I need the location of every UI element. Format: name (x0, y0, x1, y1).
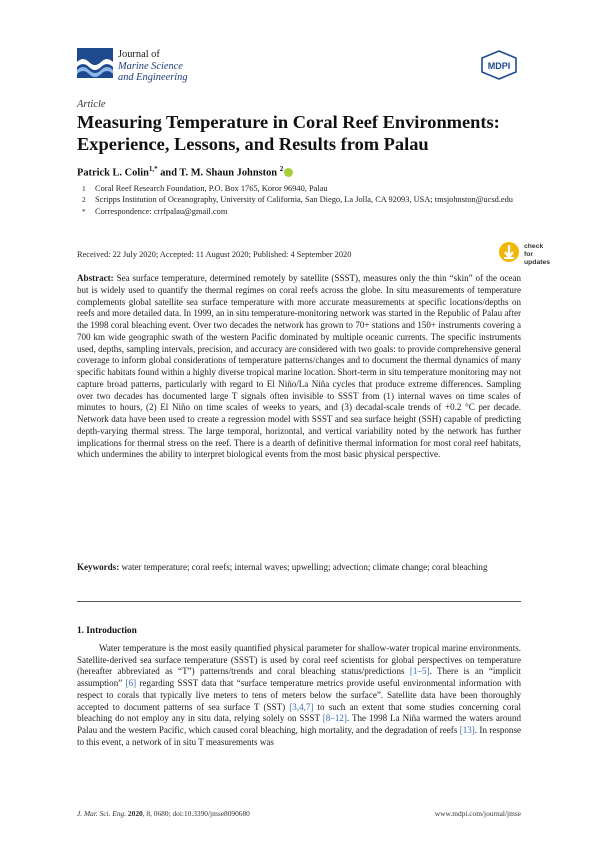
journal-name-line3: and Engineering (118, 72, 188, 84)
affiliation-text: Correspondence: crrfpalau@gmail.com (95, 206, 228, 216)
journal-name-line2: Marine Science (118, 60, 183, 72)
affiliations (77, 183, 517, 217)
check-for-updates-icon (498, 241, 520, 263)
footer-journal-abbrev: J. Mar. Sci. Eng. (77, 809, 127, 818)
divider (77, 601, 521, 602)
abstract (77, 273, 521, 461)
article-type: Article (77, 99, 106, 110)
orcid-icon[interactable] (284, 168, 293, 177)
body-text-run: regarding SSST data that “surface temperature metrics provide useful environmental information with respect to corals that typically live meters to tens of meters below the surface”. Satellite data have been thoroughly accepted to document patterns of sea surface T (SST) (77, 678, 521, 712)
author-affil-sup: 1,* (148, 165, 158, 173)
body-paragraph (77, 643, 521, 748)
citation-link[interactable]: [3,4,7] (289, 701, 314, 712)
affiliation-item (77, 206, 517, 217)
citation-link[interactable]: [6] (125, 678, 137, 689)
check-for-updates-line1: check for (524, 243, 544, 258)
publication-dates: Received: 22 July 2020; Accepted: 11 August 2020; Published: 4 September 2020 (77, 250, 352, 259)
author-name: Patrick L. Colin (77, 167, 149, 179)
citation-link[interactable]: [8–12] (322, 713, 347, 724)
footer-url[interactable]: www.mdpi.com/journal/jmse (434, 809, 521, 818)
check-for-updates-badge[interactable] (498, 241, 551, 266)
citation-link[interactable]: [1–5] (409, 666, 430, 677)
footer-citation (77, 809, 250, 818)
check-for-updates-line2: updates (524, 259, 551, 266)
keywords (77, 562, 521, 574)
author-list (77, 165, 293, 178)
author-affil-sup: 2 (279, 165, 284, 173)
affiliation-text: Scripps Institution of Oceanography, University of California, San Diego, La Jolla, CA 92093, USA; tmsjohnston@ucsd.edu (95, 195, 513, 205)
author-conjunction: and (157, 167, 180, 179)
citation-link[interactable]: [13] (459, 725, 475, 736)
mdpi-logo-icon (480, 50, 518, 80)
journal-name-line1: Journal of (118, 49, 160, 60)
affiliation-item (77, 194, 517, 205)
footer-doi: , 8, 0680; doi:10.3390/jmse8090680 (142, 809, 250, 818)
journal-name (118, 49, 188, 84)
check-for-updates-label (524, 243, 550, 267)
publisher-logo-text: MDPI (487, 61, 511, 71)
body-text-run: . In response to this event, a network of in situ T measurements was (77, 725, 521, 747)
author-name: T. M. Shaun Johnston (179, 167, 278, 179)
abstract-text: Sea surface temperature, determined remotely by satellite (SSST), measures only the thin “skin” of the ocean but is widely used to quantify the thermal regimes on coral reefs across the globe. In situ measurements of temperature complements global satellite sea surface temperature with more accurate measurements at specific locations/depths on reefs and more detailed data. In 1999, an in situ temperature-monitoring network was started in the Republic of Palau after the 1998 coral bleaching event. Over two decades the network has grown to 70+ stations and 150+ instruments covering a 700 km wide geographic swath of the western Pacific dominated by multiple oceanic currents. The specific instruments used, depths, sampling intervals, precision, and accuracy are considered with two goals: to provide comprehensive general coverage to inform global considerations of temperature patterns/changes and to document the thermal dynamics of many specific habitats found within a highly diverse tropical marine location. Short-term in situ temperature monitoring may not capture broad patterns, particularly with regard to El Niño/La Niña cycles that produce extreme differences. Sampling over two decades has documented large T signals often invisible to SSST from (1) internal waves on time scales of minutes to hours, (2) El Niño on time scales of weeks to years, and (3) decadal-scale trends of +0.2 °C per decade. Network data have been used to create a regression model with SSST and sea surface height (SSH) capable of predicting depth-varying thermal stress. The large temporal, horizontal, and vertical variability noted by the network has further implications for thermal stress on the reef. There is a dearth of definitive thermal information for most coral reef habitats, which undermines the ability to interpret biological events from the most basic physical perspective. (77, 273, 522, 460)
affiliation-mark: 2 (82, 195, 86, 205)
affiliation-mark: 1 (82, 184, 86, 193)
keywords-text: water temperature; coral reefs; internal waves; upwelling; advection; climate change; coral bleaching (121, 562, 488, 572)
affiliation-mark: * (82, 206, 86, 216)
journal-logo-icon (77, 48, 113, 78)
abstract-label: Abstract: (77, 273, 114, 283)
affiliation-text: Coral Reef Research Foundation, P.O. Box 1765, Koror 96940, Palau (95, 184, 328, 193)
body-text-run: . There is an “implicit assumption” (77, 666, 521, 689)
body-text-run: Water temperature is the most easily quantified physical parameter for shallow-water tropical marine environments. Satellite-derived sea surface temperature (SSST) is used by coral reef scientists for global perspectives on temperature (hereafter abbreviated as “T”) patterns/trends and coral bleaching status/predictions (77, 643, 521, 677)
keywords-label: Keywords: (77, 562, 120, 572)
body-text-run: . The 1998 La Niña warmed the waters around Palau and the western Pacific, which caused coral bleaching, high mortality, and the degradation of reefs (77, 713, 521, 736)
body-text-run: to such an extent that some studies concerning coral bleaching do not employ any in situ data, relying solely on SSST (77, 701, 521, 724)
affiliation-item (77, 183, 517, 194)
footer-year: 2020 (127, 809, 143, 818)
paper-title: Measuring Temperature in Coral Reef Environments: Experience, Lessons, and Results from Palau (77, 112, 500, 154)
section-heading: 1. Introduction (77, 626, 137, 636)
